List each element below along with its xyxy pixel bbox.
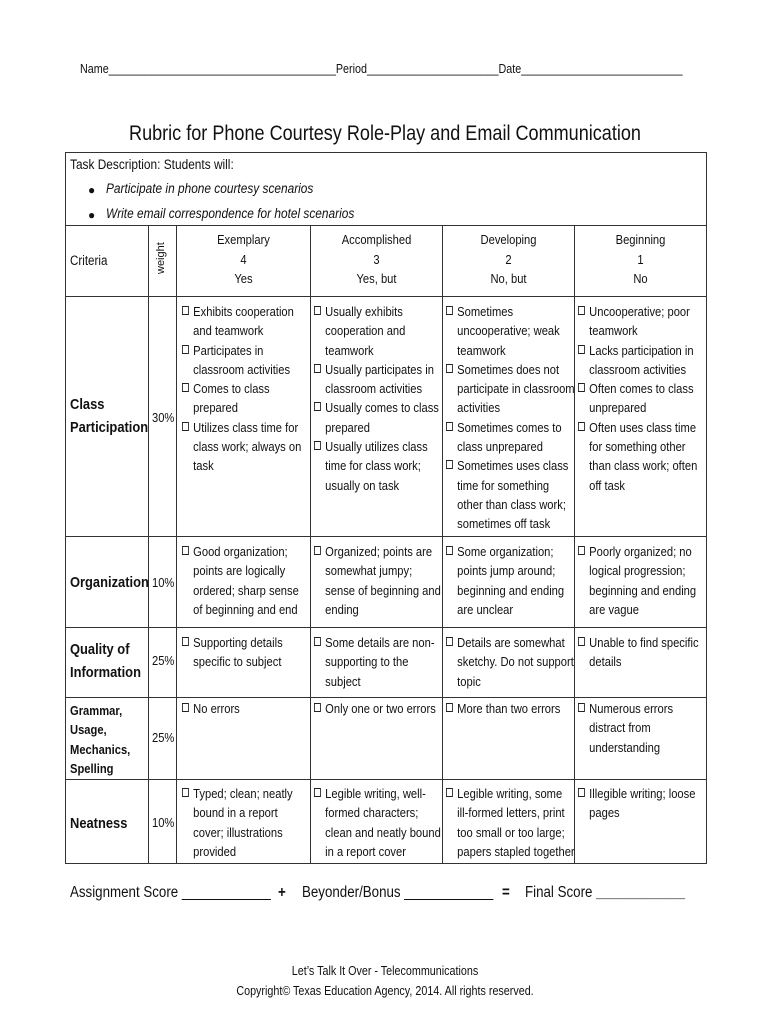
bullet-icon: ●: [88, 183, 96, 197]
checkbox-icon[interactable]: [314, 364, 321, 373]
checkbox-icon[interactable]: [578, 546, 585, 555]
checkbox-icon[interactable]: [446, 422, 453, 431]
checkbox-icon[interactable]: [314, 546, 321, 555]
assignment-score-label: Assignment Score: [70, 884, 179, 901]
rubric-table: [65, 152, 707, 864]
rubric-cell: Numerous errors distract from understanding: [578, 699, 708, 757]
date-blank[interactable]: ___________________________: [521, 62, 683, 76]
page-title: Rubric for Phone Courtesy Role-Play and Email Communication: [129, 122, 641, 145]
grid-line: [66, 536, 706, 537]
rubric-cell: More than two errors: [446, 699, 576, 718]
rubric-cell: Usually exhibits cooperation and teamwork Usually participates in classroom activities Usually comes to class prepared Usually utilizes class time for class work; usually on task: [314, 302, 444, 495]
rubric-cell: Legible writing, some ill-formed letters, print too small or too large; papers stapled together: [446, 784, 576, 861]
rubric-cell: Good organization; points are logically ordered; sharp sense of beginning and end: [182, 542, 316, 619]
student-info-line: [80, 62, 683, 76]
name-label: Name: [80, 62, 109, 76]
checkbox-icon[interactable]: [182, 788, 189, 797]
level-exemplary: Exemplary 4 Yes: [217, 232, 270, 286]
task-bullet: Write email correspondence for hotel scenarios: [106, 206, 355, 221]
checkbox-icon[interactable]: [446, 460, 453, 469]
rubric-cell: Organized; points are somewhat jumpy; sense of beginning and ending: [314, 542, 444, 619]
level-developing: Developing 2 No, but: [480, 232, 537, 286]
checkbox-icon[interactable]: [578, 703, 585, 712]
checkbox-icon[interactable]: [446, 364, 453, 373]
equals-sign: =: [502, 884, 510, 901]
name-blank[interactable]: ______________________________________: [108, 62, 336, 76]
checkbox-icon[interactable]: [182, 546, 189, 555]
rubric-cell: Poorly organized; no logical progression; beginning and ending are vague: [578, 542, 708, 619]
level-beginning: Beginning 1 No: [615, 232, 666, 286]
criteria-header: Criteria: [70, 253, 108, 268]
checkbox-icon[interactable]: [182, 703, 189, 712]
grid-line: [148, 225, 149, 864]
checkbox-icon[interactable]: [182, 306, 189, 315]
assignment-score-blank[interactable]: ____________: [181, 884, 271, 901]
rubric-cell: Unable to find specific details: [578, 633, 708, 672]
checkbox-icon[interactable]: [446, 637, 453, 646]
rubric-cell: No errors: [182, 699, 316, 718]
weight-value: 10%: [152, 815, 175, 830]
checkbox-icon[interactable]: [578, 637, 585, 646]
bullet-icon: ●: [88, 208, 96, 222]
checkbox-icon[interactable]: [446, 703, 453, 712]
final-group: [525, 884, 685, 902]
checkbox-icon[interactable]: [182, 422, 189, 431]
checkbox-icon[interactable]: [446, 306, 453, 315]
checkbox-icon[interactable]: [314, 441, 321, 450]
criteria-class-participation: Class Participation: [70, 396, 149, 436]
checkbox-icon[interactable]: [182, 637, 189, 646]
checkbox-icon[interactable]: [314, 402, 321, 411]
period-label: Period: [335, 62, 367, 76]
criteria-organization: Organization: [70, 574, 149, 591]
criteria-neatness: Neatness: [70, 815, 128, 832]
checkbox-icon[interactable]: [182, 345, 189, 354]
checkbox-icon[interactable]: [578, 383, 585, 392]
weight-value: 25%: [152, 653, 175, 668]
rubric-cell: Exhibits cooperation and teamwork Participates in classroom activities Comes to class prepared Utilizes class time for class work; always on task: [182, 302, 316, 476]
rubric-cell: Sometimes uncooperative; weak teamwork Sometimes does not participate in classroom activities Sometimes comes to class unprepared Sometimes uses class time for something other than class work; sometimes off task: [446, 302, 576, 534]
date-label: Date: [498, 62, 522, 76]
task-bullet: Participate in phone courtesy scenarios: [106, 181, 314, 196]
weight-value: 25%: [152, 730, 175, 745]
footer-title: Let’s Talk It Over - Telecommunications: [291, 964, 479, 978]
rubric-cell: Typed; clean; neatly bound in a report cover; illustrations provided: [182, 784, 316, 861]
checkbox-icon[interactable]: [182, 383, 189, 392]
rubric-cell: Some details are non-supporting to the subject: [314, 633, 444, 691]
final-score-label: Final Score: [525, 884, 593, 901]
level-accomplished: Accomplished 3 Yes, but: [341, 232, 412, 286]
checkbox-icon[interactable]: [314, 703, 321, 712]
footer-copyright: Copyright© Texas Education Agency, 2014. All rights reserved.: [236, 984, 534, 998]
grid-line: [66, 779, 706, 780]
rubric-cell: Illegible writing; loose pages: [578, 784, 708, 823]
checkbox-icon[interactable]: [314, 306, 321, 315]
weight-value: 10%: [152, 575, 175, 590]
checkbox-icon[interactable]: [578, 306, 585, 315]
rubric-cell: Details are somewhat sketchy. Do not support topic: [446, 633, 576, 691]
grid-line: [66, 296, 706, 297]
bonus-label: Beyonder/Bonus: [302, 884, 401, 901]
weight-header: weight: [155, 242, 167, 274]
final-score-blank[interactable]: ____________: [596, 884, 686, 901]
task-heading: Task Description: Students will:: [70, 157, 234, 172]
grid-line: [66, 627, 706, 628]
period-blank[interactable]: ______________________: [366, 62, 499, 76]
checkbox-icon[interactable]: [446, 546, 453, 555]
plus-sign: +: [278, 884, 286, 901]
checkbox-icon[interactable]: [578, 345, 585, 354]
rubric-cell: Uncooperative; poor teamwork Lacks participation in classroom activities Often comes to class unprepared Often uses class time for something other than class work; often off task: [578, 302, 708, 495]
checkbox-icon[interactable]: [446, 788, 453, 797]
criteria-grammar: Grammar, Usage, Mechanics, Spelling: [70, 703, 131, 776]
checkbox-icon[interactable]: [314, 637, 321, 646]
grid-line: [176, 225, 177, 864]
rubric-cell: Some organization; points jump around; beginning and ending are unclear: [446, 542, 576, 619]
grid-line: [66, 697, 706, 698]
bonus-group: [302, 884, 493, 902]
criteria-quality-of-information: Quality of Information: [70, 641, 141, 681]
checkbox-icon[interactable]: [578, 422, 585, 431]
rubric-cell: Only one or two errors: [314, 699, 444, 718]
rubric-cell: Supporting details specific to subject: [182, 633, 316, 672]
weight-value: 30%: [152, 410, 175, 425]
rubric-cell: Legible writing, well-formed characters; clean and neatly bound in a report cover: [314, 784, 444, 861]
bonus-blank[interactable]: ____________: [404, 884, 494, 901]
checkbox-icon[interactable]: [578, 788, 585, 797]
task-description: [66, 153, 706, 226]
score-line: [70, 884, 271, 902]
checkbox-icon[interactable]: [314, 788, 321, 797]
